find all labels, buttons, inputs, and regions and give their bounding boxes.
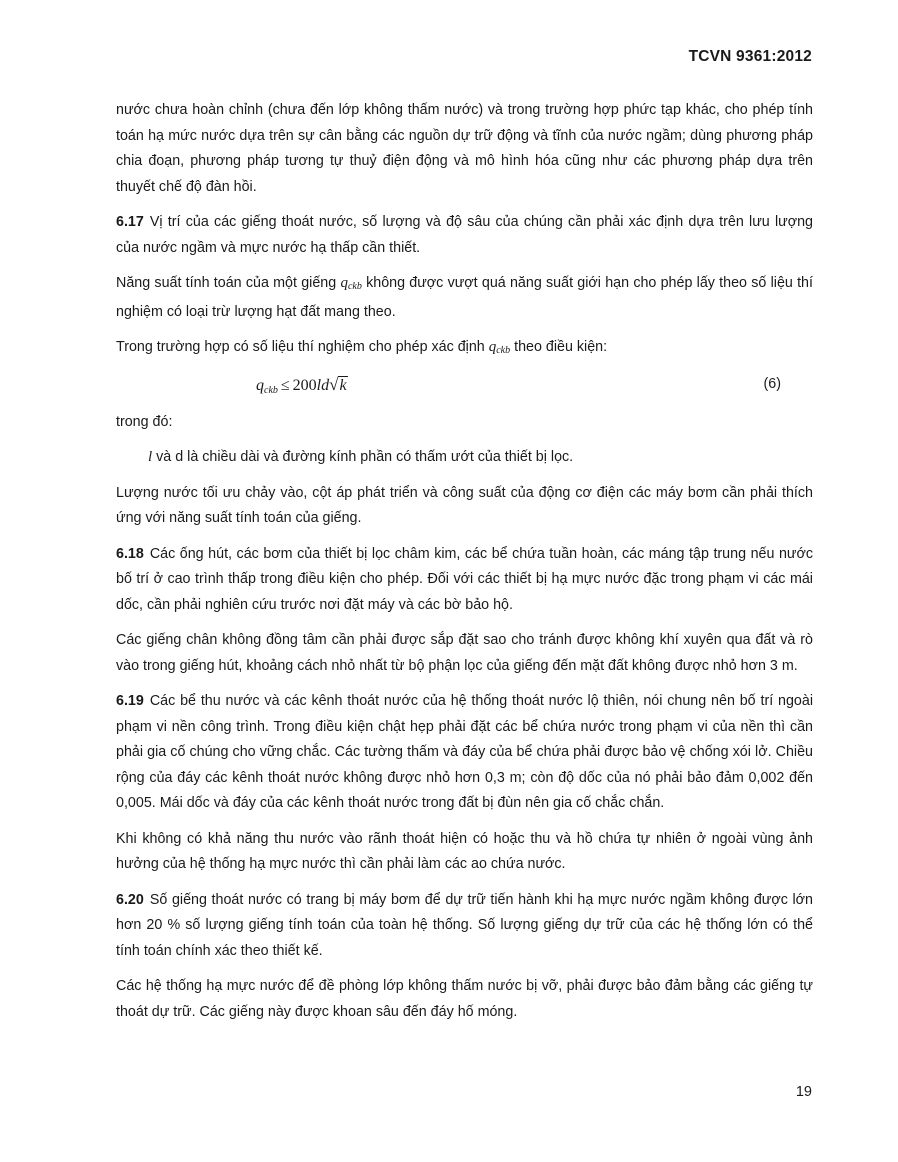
formula-coefficient: 200 <box>292 376 317 394</box>
section-number: 6.17 <box>116 214 144 230</box>
paragraph-ponds: Khi không có khả năng thu nước vào rãnh thoát hiện có hoặc thu và hồ chứa tự nhiên ở ngoài vùng ảnh hưởng của hệ thống hạ mực nước thì cần phải làm các ao chứa nước. <box>116 830 813 872</box>
radicand: k <box>339 376 347 394</box>
paragraph-continuation: nước chưa hoàn chỉnh (chưa đến lớp không thấm nước) và trong trường hợp phức tạp khác, cho phép tính toán hạ mức nước dựa trên sự cân bằng các nguồn dự trữ động và tĩnh của nước ngầm; dùng phương pháp chia đoạn, phương pháp tương tự thuỷ điện động và mô hình hóa cũng như các phương pháp dựa trên thuyết chế độ đàn hồi. <box>116 102 813 195</box>
radical-sign-icon: √ <box>329 374 339 394</box>
formula-6 <box>116 368 813 402</box>
page-number: 19 <box>795 1084 812 1100</box>
math-variable-q <box>340 275 361 291</box>
section-6-20 <box>116 888 813 965</box>
math-symbol: q <box>488 339 497 355</box>
section-text: Các bể thu nước và các kênh thoát nước của hệ thống thoát nước lộ thiên, nói chung nên bố trí ngoài phạm vi nền công trình. Trong điều kiện chật hẹp phải đặt các bể chứa nước trong phạm vi của nền thì cần phải gia cố chúng cho vững chắc. Các tường thấm và đáy của bể chứa phải được bảo vệ chống xói lở. Chiều rộng của đáy các kênh thoát nước không được nhỏ hơn 0,3 m; còn độ dốc của nó phải bảo đảm 0,002 đến 0,005. Mái dốc và đáy của các kênh thoát nước trong đất bị đùn nên gia cố chắc chắn. <box>116 693 813 811</box>
paragraph-where: trong đó: <box>116 413 173 430</box>
section-6-18 <box>116 542 813 619</box>
definition-item <box>116 445 813 471</box>
formula-lhs-subscript: ckb <box>264 384 278 396</box>
paragraph-condition <box>116 335 813 364</box>
equation-number: (6) <box>763 375 781 392</box>
definition-variable: l <box>148 449 153 465</box>
paragraph-text: Trong trường hợp có số liệu thí nghiệm cho phép xác định <box>116 339 485 355</box>
section-text: Số giếng thoát nước có trang bị máy bơm để dự trữ tiến hành khi hạ mực nước ngầm không được lớn hơn 20 % số lượng giếng tính toán của toàn hệ thống. Số lượng giếng dự trữ của các hệ thống lớn có thể tính toán chính xác theo thiết kế. <box>116 891 813 959</box>
section-number: 6.20 <box>116 891 144 908</box>
formula-lhs: q <box>256 376 264 394</box>
formula-variables: ld <box>316 376 330 394</box>
section-number: 6.19 <box>116 693 144 709</box>
square-root <box>329 372 347 399</box>
section-6-19 <box>116 689 813 817</box>
section-text: Các ống hút, các bơm của thiết bị lọc châm kim, các bể chứa tuần hoàn, các máng tập trung nếu nước bố trí ở cao trình thấp trong điều kiện cho phép. Đối với các thiết bị hạ mực nước đặc trong phạm vi các mái dốc, cần phải nghiên cứu trước nơi đặt máy và các bờ bảo hộ. <box>116 545 813 613</box>
math-subscript: ckb <box>347 281 362 292</box>
paragraph-capacity <box>116 271 813 325</box>
paragraph-reserve-wells: Các hệ thống hạ mực nước để đề phòng lớp không thấm nước bị vỡ, phải được bảo đảm bằng các giếng tự thoát dự trữ. Các giếng này được khoan sâu đến đáy hố móng. <box>116 978 813 1020</box>
paragraph-pump: Lượng nước tối ưu chảy vào, cột áp phát triển và công suất của động cơ điện các máy bơm cần phải thích ứng với năng suất tính toán của giếng. <box>116 484 813 526</box>
standard-code-header: TCVN 9361:2012 <box>688 48 812 65</box>
section-number: 6.18 <box>116 545 144 562</box>
paragraph-text: theo điều kiện: <box>514 339 608 355</box>
section-6-17 <box>116 210 813 261</box>
definition-text: và d là chiều dài và đường kính phần có thấm ướt của thiết bị lọc. <box>156 449 574 465</box>
section-text: Vị trí của các giếng thoát nước, số lượng và độ sâu của chúng cần phải xác định dựa trên lưu lượng của nước ngầm và mực nước hạ thấp cần thiết. <box>116 214 813 256</box>
formula-relation: ≤ <box>280 376 290 394</box>
math-variable-q <box>489 339 510 355</box>
document-body <box>116 98 813 1035</box>
math-subscript: ckb <box>496 345 511 356</box>
paragraph-vacuum-wells: Các giếng chân không đồng tâm cần phải được sắp đặt sao cho tránh được không khí xuyên qua đất và rò vào trong giếng hút, khoảng cách nhỏ nhất từ bộ phận lọc của giếng đến mặt đất không được nhỏ hơn 3 m. <box>116 632 813 674</box>
paragraph-text: Năng suất tính toán của một giếng <box>116 275 337 291</box>
paragraph-text: không được vượt quá năng suất giới hạn cho phép lấy theo số liệu thí nghiệm có loại trừ lượng hạt đất mang theo. <box>116 275 813 320</box>
formula-expression <box>256 372 348 404</box>
math-symbol: q <box>340 275 348 291</box>
